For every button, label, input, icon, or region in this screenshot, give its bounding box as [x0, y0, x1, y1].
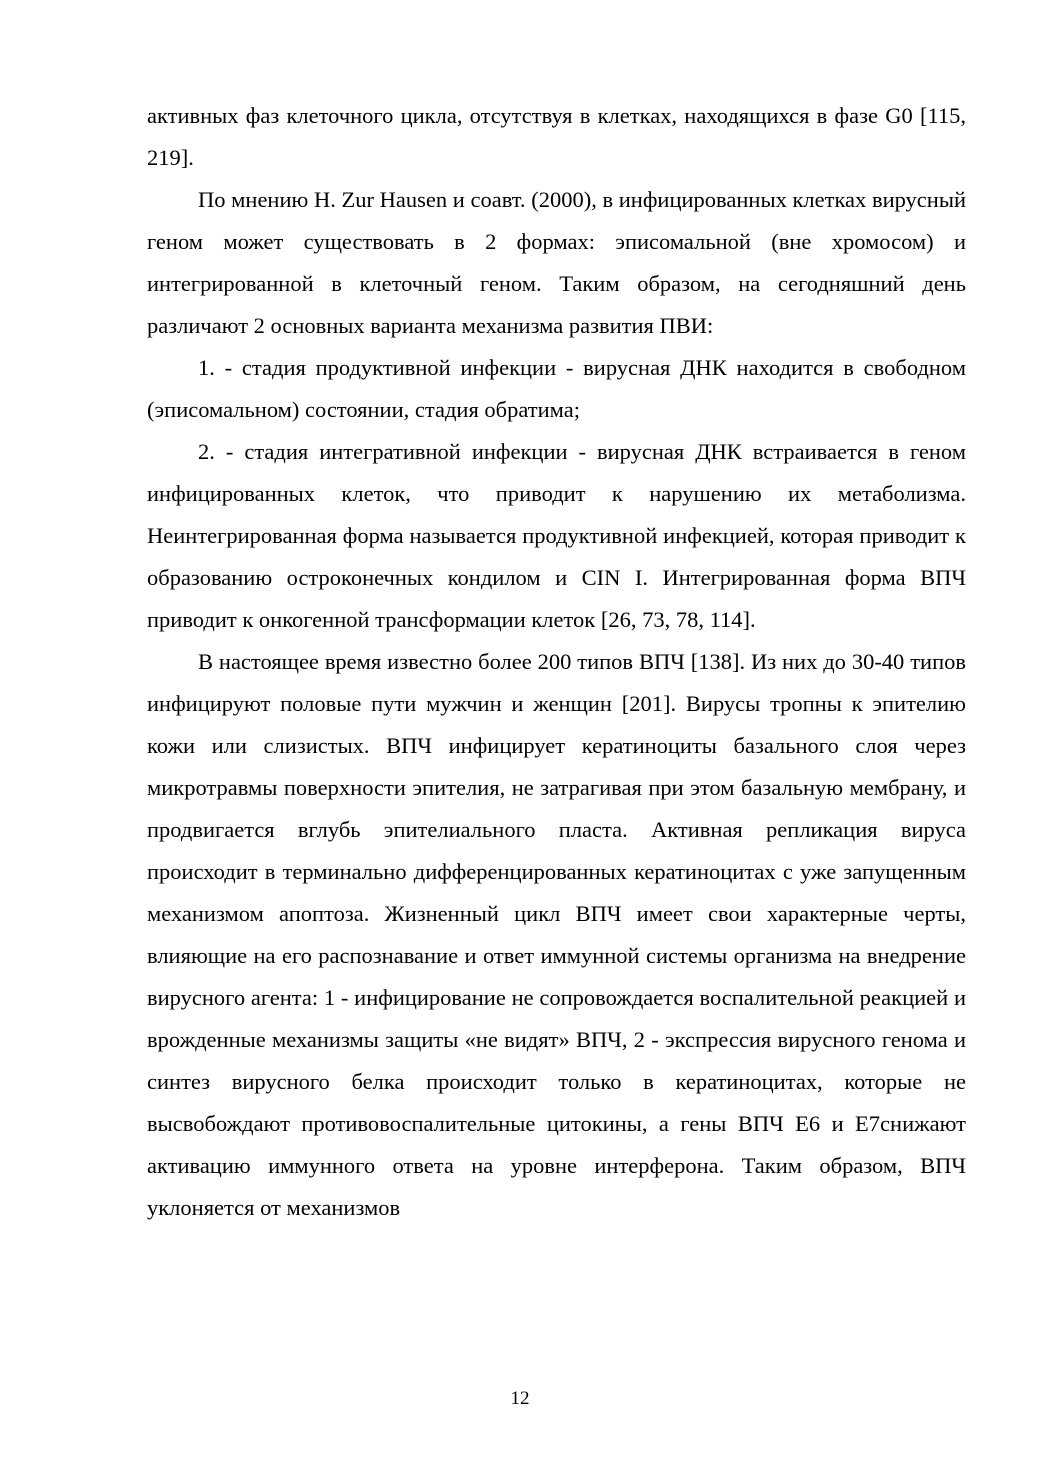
paragraph-hpv-types: В настоящее время известно более 200 типов ВПЧ [138]. Из них до 30-40 типов инфицируют половые пути мужчин и женщин [201]. Вирусы тропны к эпителию кожи или слизистых. ВПЧ инфицирует кератиноциты базального слоя через микротравмы поверхности эпителия, не затрагивая при этом базальную мембрану, и продвигается вглубь эпителиального пласта. Активная репликация вируса происходит в терминально дифференцированных кератиноцитах с уже запущенным механизмом апоптоза. Жизненный цикл ВПЧ имеет свои характерные черты, влияющие на его распознавание и ответ иммунной системы организма на внедрение вирусного агента: 1 - инфицирование не сопровождается воспалительной реакцией и врожденные механизмы защиты «не видят» ВПЧ, 2 - экспрессия вирусного генома и синтез вирусного белка происходит только в кератиноцитах, которые не высвобождают противовоспалительные цитокины, а гены ВПЧ Е6 и Е7снижают активацию иммунного ответа на уровне интерферона. Таким образом, ВПЧ уклоняется от механизмов — [147, 649, 966, 1220]
page-number: 12 — [510, 1388, 530, 1409]
paragraph-continuation: активных фаз клеточного цикла, отсутствуя в клетках, находящихся в фазе G0 [115, 219]. — [147, 103, 966, 170]
paragraph-episomal-forms: По мнению H. Zur Hausen и соавт. (2000), в инфицированных клетках вирусный геном может существовать в 2 формах: эписомальной (вне хромосом) и интегрированной в клеточный геном. Таким образом, на сегодняшний день различают 2 основных варианта механизма развития ПВИ: — [147, 187, 966, 338]
paragraph-integrative-stage: 2. - стадия интегративной инфекции - вирусная ДНК встраивается в геном инфицированных клеток, что приводит к нарушению их метаболизма. Неинтегрированная форма называется продуктивной инфекцией, которая приводит к образованию остроконечных кондилом и CIN I. Интегрированная форма ВПЧ приводит к онкогенной трансформации клеток [26, 73, 78, 114]. — [147, 439, 966, 632]
paragraph-productive-stage: 1. - стадия продуктивной инфекции - вирусная ДНК находится в свободном (эписомальном) состоянии, стадия обратима; — [147, 355, 966, 422]
body-text — [147, 95, 966, 1229]
